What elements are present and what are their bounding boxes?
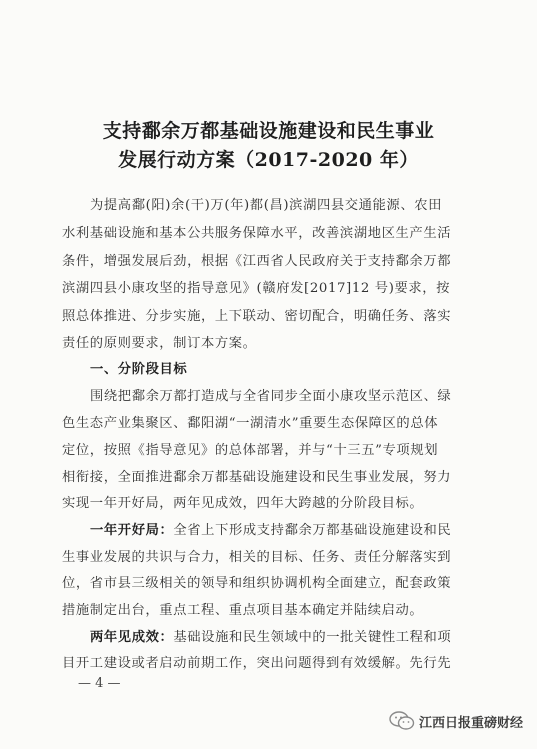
section-body-line: 实现一年开好局，两年见成效，四年大跨越的分阶段目标。 <box>62 496 424 511</box>
year1-paragraph-first-line <box>90 519 492 538</box>
year1-line: 位，省市县三级相关的领导和组织协调机构全面建立，配套政策 <box>62 576 452 591</box>
document-title-line1: 支持鄱余万都基础设施建设和民生事业 <box>102 120 435 142</box>
year1-line: 生事业发展的共识与合力，相关的目标、任务、责任分解落实到 <box>62 550 452 565</box>
year1-first-text: 全省上下形成支持鄱余万都基础设施建设和民 <box>173 523 452 538</box>
wechat-icon <box>389 711 415 731</box>
year1-line: 措施制定出台，重点工程、重点项目基本确定并陆续启动。 <box>62 603 424 618</box>
intro-line: 条件，增强发展后劲，根据《江西省人民政府关于支持鄱余万都 <box>62 254 452 269</box>
section-body-line: 围绕把鄱余万都打造成与全省同步全面小康攻坚示范区、绿 <box>90 389 452 404</box>
year2-lead: 两年见成效： <box>90 630 174 645</box>
watermark-text: 江西日报重磅财经 <box>419 715 524 731</box>
section-body-line: 定位，按照《指导意见》的总体部署，并与“十三五”专项规划 <box>62 443 439 458</box>
intro-line: 水利基础设施和基本公共服务保障水平，改善滨湖地区生产生活 <box>62 226 452 241</box>
year1-lead: 一年开好局： <box>90 523 174 538</box>
intro-line: 为提高鄱(阳)余(干)万(年)都(昌)滨湖四县交通能源、农田 <box>90 198 443 213</box>
section-body-line: 相衔接，全面推进鄱余万都基础设施建设和民生事业发展，努力 <box>62 470 452 485</box>
watermark <box>389 711 523 731</box>
intro-line: 责任的原则要求，制订本方案。 <box>62 336 257 351</box>
section-heading: 一、分阶段目标 <box>90 362 188 377</box>
year2-first-text: 基础设施和民生领域中的一批关键性工程和项 <box>173 630 452 645</box>
intro-line: 滨湖四县小康攻坚的指导意见》(赣府发[2017]12 号)要求，按 <box>62 281 451 296</box>
intro-line: 照总体推进、分步实施，上下联动、密切配合，明确任务、落实 <box>62 309 452 324</box>
document-title-line2: 发展行动方案（2017-2020 年） <box>118 149 419 171</box>
page-number: — 4 — <box>78 676 121 691</box>
section-body-line: 色生态产业集聚区、鄱阳湖“一湖清水”重要生态保障区的总体 <box>62 416 439 431</box>
year2-line: 目开工建设或者启动前期工作，突出问题得到有效缓解。先行先 <box>62 656 452 671</box>
year2-paragraph-first-line <box>90 626 492 645</box>
